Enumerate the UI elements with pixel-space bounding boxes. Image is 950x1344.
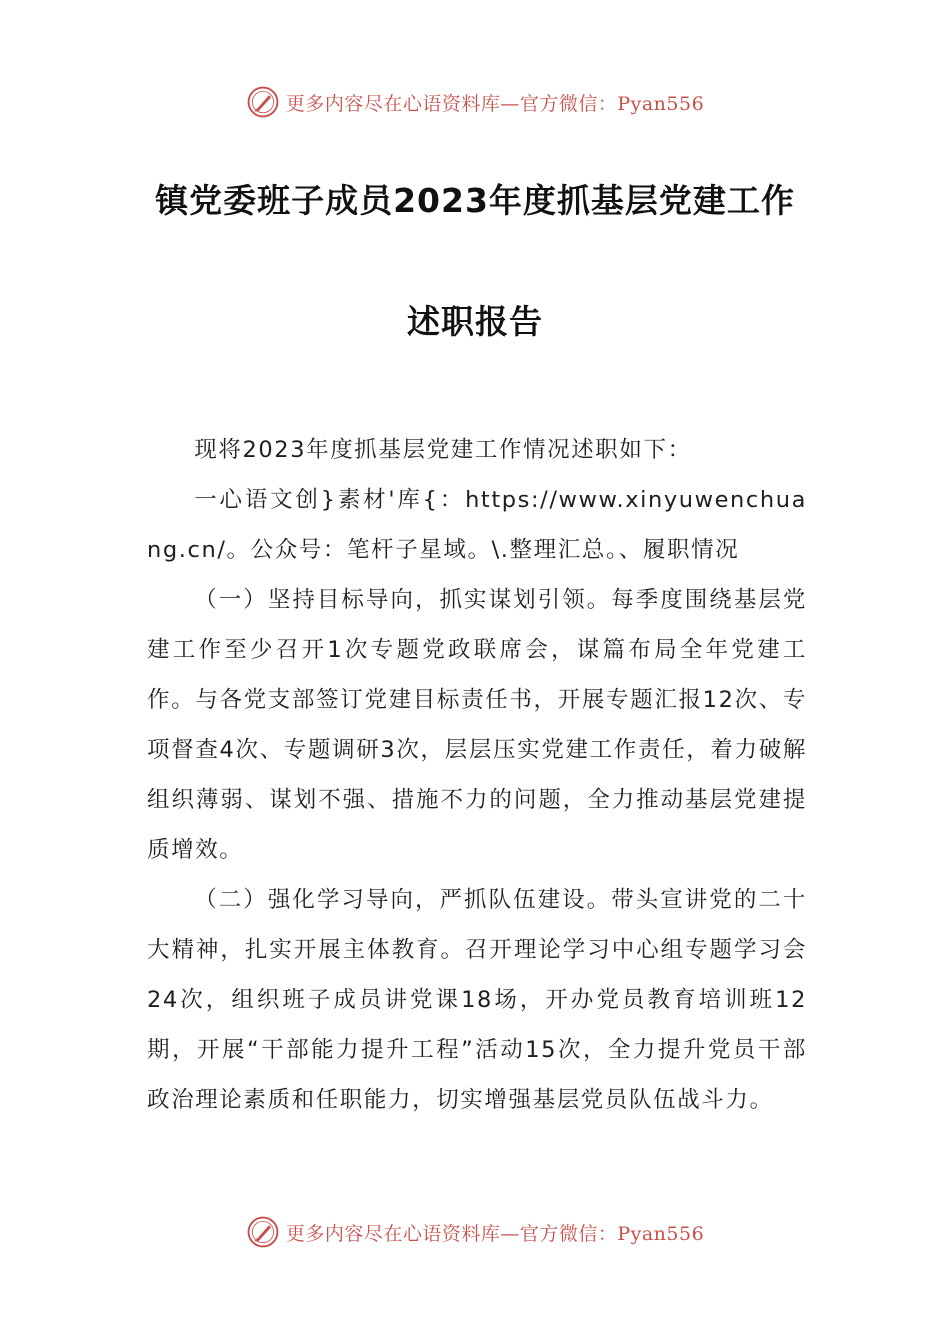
watermark-text: 更多内容尽在心语资料库—官方微信：Pyan556 [285, 92, 705, 115]
paragraph-intro: 现将2023年度抓基层党建工作情况述职如下： [194, 437, 692, 463]
document-title-line-2: 述职报告 [407, 302, 543, 341]
watermark-text: 更多内容尽在心语资料库—官方微信：Pyan556 [285, 1222, 705, 1245]
paragraph-section-2: （二）强化学习导向，严抓队伍建设。带头宣讲党的二十大精神，扎实开展主体教育。召开理论学习中心组专题学习会24次，组织班子成员讲党课18场，开办党员教育培训班12期，开展“干部能力提升工程”活动15次，全力提升党员干部政治理论素质和任职能力，切实增强基层党员队伍战斗力。 [147, 887, 807, 1113]
document-title-line-1: 镇党委班子成员2023年度抓基层党建工作 [155, 181, 795, 220]
header-watermark [0, 82, 950, 122]
footer-watermark [0, 1212, 950, 1252]
paragraph-section-1: （一）坚持目标导向，抓实谋划引领。每季度围绕基层党建工作至少召开1次专题党政联席会，谋篇布局全年党建工作。与各党支部签订党建目标责任书，开展专题汇报12次、专项督查4次、专题调研3次，层层压实党建工作责任，着力破解组织薄弱、谋划不强、措施不力的问题，全力推动基层党建提质增效。 [147, 587, 807, 863]
quill-logo-icon [246, 1215, 280, 1249]
quill-logo-icon [246, 85, 280, 119]
document-body [147, 425, 807, 1125]
paragraph-source-note: 一心语文创}素材'库{：https://www.xinyuwenchuang.cn/。公众号：笔杆子星域。\.整理汇总。、履职情况 [147, 487, 807, 563]
